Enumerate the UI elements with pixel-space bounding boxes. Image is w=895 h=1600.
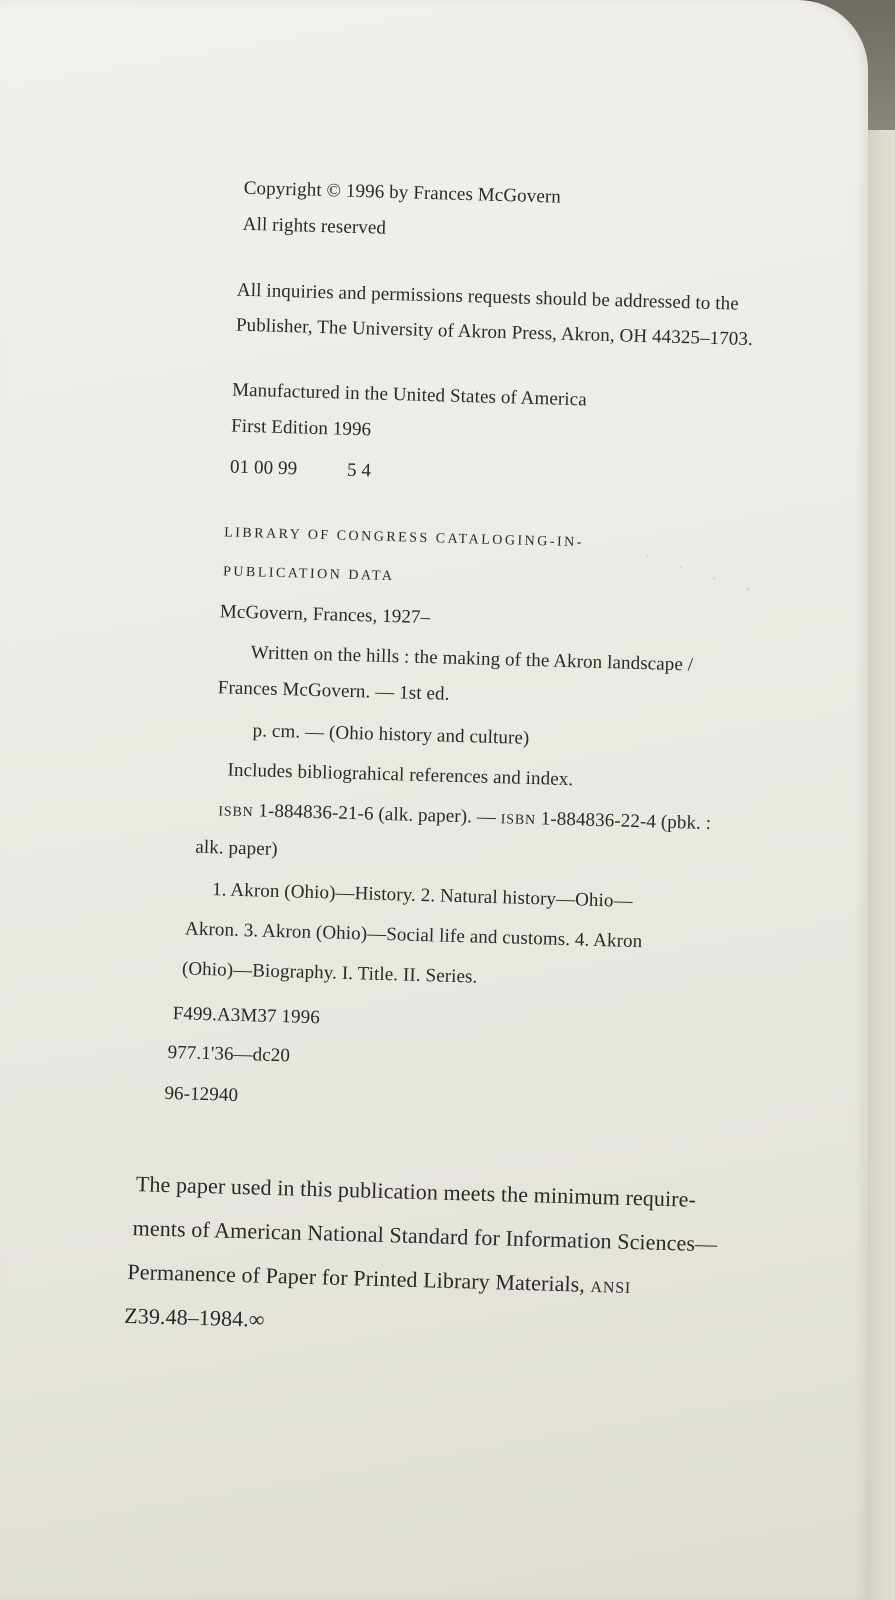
cip-physical-description: p. cm. — (Ohio history and culture) — [252, 720, 530, 749]
inquiries-line-1: All inquiries and permissions requests should be addressed to the — [236, 279, 740, 315]
printing-line — [230, 457, 372, 483]
cip-subjects-line-2: Akron. 3. Akron (Ohio)—Social life and customs. 4. Akron — [184, 918, 643, 953]
paper-notice-line-1: The paper used in this publication meets the minimum require- — [135, 1171, 697, 1212]
isbn-value-2: 1-884836-22-4 (pbk. : — [535, 808, 712, 835]
cip-title-line-1: Written on the hills : the making of the Akron landscape / — [250, 642, 694, 676]
printing-years: 01 00 99 — [229, 456, 298, 480]
rights-reserved: All rights reserved — [242, 213, 387, 239]
cip-notes: Includes bibliograhical references and index. — [227, 759, 574, 791]
paper-notice-line-4: Z39.48–1984.∞ — [123, 1302, 266, 1332]
cip-lccn: 96-12940 — [164, 1082, 239, 1106]
cip-author: McGovern, Frances, 1927– — [219, 601, 431, 629]
manufactured-line: Manufactured in the United States of America — [231, 379, 588, 411]
isbn-abbr-2: ISBN — [500, 812, 537, 829]
copyright-line: Copyright © 1996 by Frances McGovern — [243, 177, 562, 208]
cip-title-line-2: Frances McGovern. — 1st ed. — [217, 677, 450, 705]
cip-isbn-line-2: alk. paper) — [195, 836, 278, 860]
cip-heading-line-1: LIBRARY OF CONGRESS CATALOGING-IN- — [223, 525, 585, 551]
cip-isbn-line-1 — [218, 799, 711, 835]
cip-subjects-line-3: (Ohio)—Biography. I. Title. II. Series. — [181, 958, 478, 988]
paper-notice-line-3 — [127, 1259, 631, 1299]
ansi-abbr: ANSI — [590, 1278, 632, 1298]
paper-notice-line-3-text: Permanence of Paper for Printed Library Materials, — [127, 1258, 591, 1297]
inquiries-line-2: Publisher, The University of Akron Press, Akron, OH 44325–1703. — [235, 314, 754, 351]
cip-dewey-number: 977.1'36—dc20 — [167, 1041, 291, 1067]
isbn-abbr-1: ISBN — [218, 804, 254, 821]
edition-line: First Edition 1996 — [230, 415, 372, 441]
cip-heading-line-2: PUBLICATION DATA — [222, 564, 395, 585]
cip-subjects-line-1: 1. Akron (Ohio)—History. 2. Natural history—Ohio— — [211, 879, 633, 912]
bleed-through-text: · · · · — [638, 541, 766, 608]
cip-lc-call-number: F499.A3M37 1996 — [172, 1003, 321, 1029]
printing-numbers: 5 4 — [346, 459, 372, 482]
paper-notice-line-2: ments of American National Standard for Information Sciences— — [132, 1215, 718, 1257]
isbn-value-1: 1-884836-21-6 (alk. paper). — — [253, 800, 502, 829]
